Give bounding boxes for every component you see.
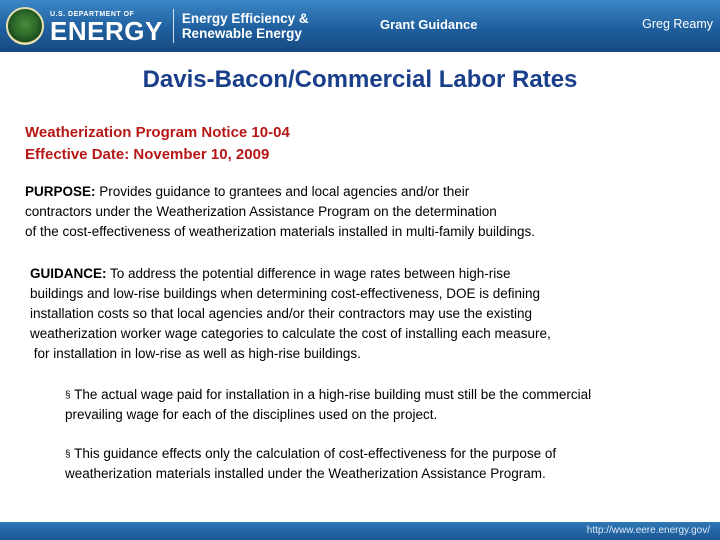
doe-seal-icon [6,7,44,45]
presenter-name: Greg Reamy [642,17,713,31]
purpose-line3: of the cost-effectiveness of weatherization materials installed in multi-family buildings. [25,224,535,239]
logo-divider [173,9,174,43]
eere-line1: Energy Efficiency & [181,11,309,26]
guidance-line2: buildings and low-rise buildings when determining cost-effectiveness, DOE is defining [30,286,541,301]
doe-logo[interactable] [6,6,309,46]
purpose-line1: Provides guidance to grantees and local agencies and/or their [95,184,470,199]
header-center-title: Grant Guidance [380,17,478,32]
eere-wordmark [182,11,309,41]
doe-big-text: ENERGY [50,15,163,46]
doe-small-text: U.S. DEPARTMENT OF [50,10,135,18]
footer-url-link[interactable]: http://www.eere.energy.gov/ [586,525,710,536]
bullet-line2: weatherization materials installed under the Weatherization Assistance Program. [65,466,546,481]
footer-bar [0,522,720,540]
guidance-line4: weatherization worker wage categories to calculate the cost of installing each measure, [30,326,551,341]
guidance-line3: installation costs so that local agencies and/or their contractors may use the existing [30,306,533,321]
purpose-label: PURPOSE: [25,184,96,199]
effective-date: Effective Date: November 10, 2009 [25,146,270,163]
eere-line2: Renewable Energy [181,26,302,41]
purpose-line2: contractors under the Weatherization Assistance Program on the determination [25,204,497,219]
list-item [65,385,705,424]
purpose-paragraph [25,182,705,242]
guidance-line5: for installation in low-rise as well as high-rise buildings. [30,346,361,361]
bullet-line1: This guidance effects only the calculation of cost-effectiveness for the purpose of [70,446,557,461]
header-bar [0,0,720,52]
notice-block [25,122,290,166]
slide-title: Davis-Bacon/Commercial Labor Rates [142,66,578,93]
guidance-label: GUIDANCE: [30,266,107,281]
bullet-marker-icon: § [65,449,71,460]
bullet-line1: The actual wage paid for installation in a high-rise building must still be the commercial [70,387,592,402]
doe-wordmark [50,10,163,46]
guidance-paragraph [30,264,710,364]
bullet-line2: prevailing wage for each of the disciplines used on the project. [65,407,438,422]
bullet-marker-icon: § [65,390,71,401]
list-item [65,444,705,483]
notice-number: Weatherization Program Notice 10-04 [25,124,290,141]
guidance-line1: To address the potential difference in wage rates between high-rise [106,266,511,281]
